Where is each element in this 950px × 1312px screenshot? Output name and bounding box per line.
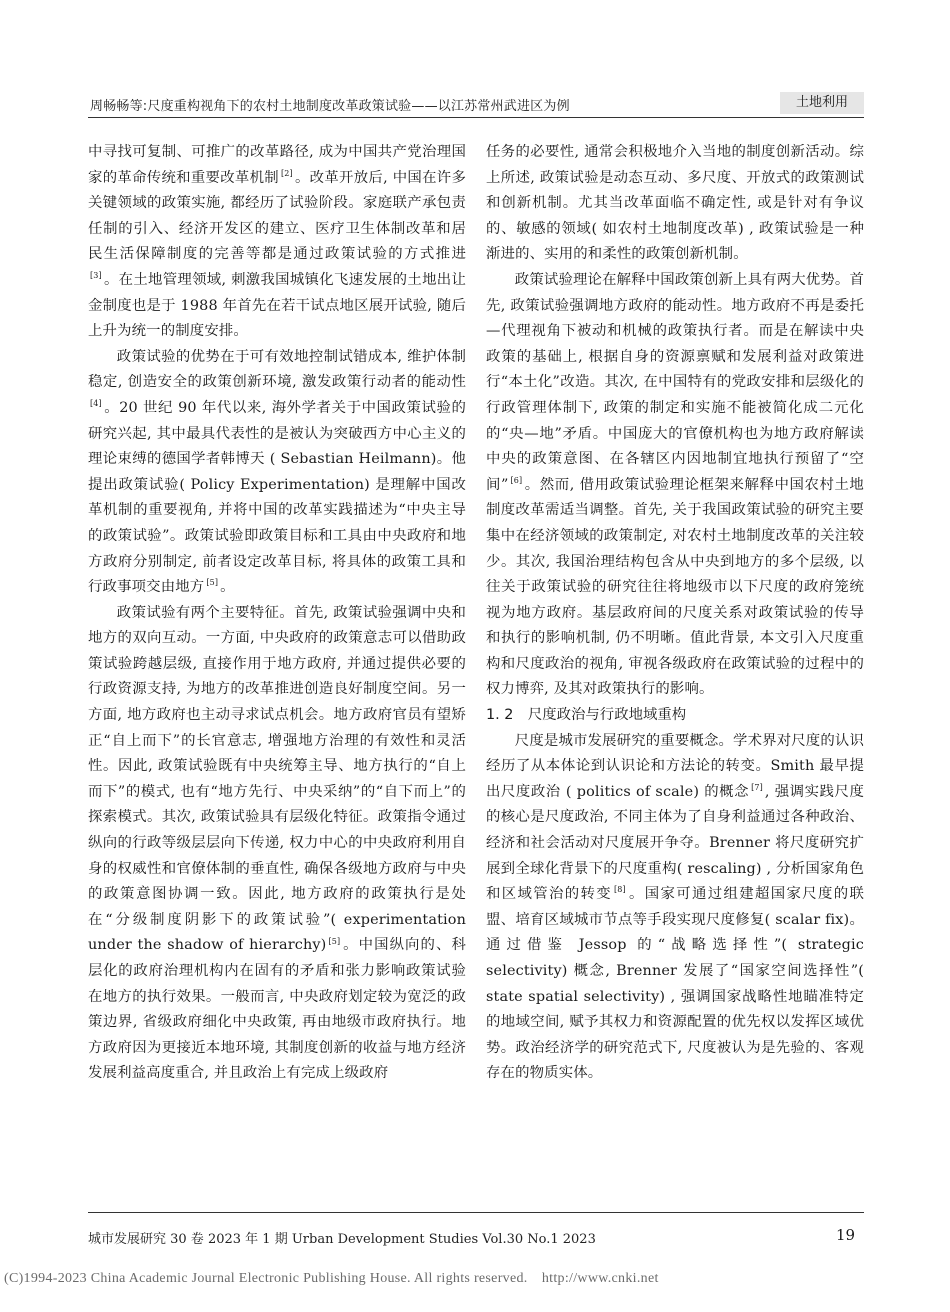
running-header: [88, 92, 864, 120]
citation[interactable]: [3]: [90, 271, 102, 281]
page-number: 19: [836, 1226, 856, 1244]
header-title: 周畅畅等:尺度重构视角下的农村土地制度改革政策试验——以江苏常州武进区为例: [90, 99, 570, 114]
right-column: [486, 140, 864, 1087]
citation[interactable]: [5]: [206, 578, 219, 588]
citation[interactable]: [6]: [510, 475, 523, 485]
paragraph: 政策试验的优势在于可有效地控制试错成本, 维护体制稳定, 创造安全的政策创新环境, 激发政策行动者的能动性[4] 。20 世纪 90 年代以来, 海外学者关于中国政策试验的研究兴起, 其中最具代表性的是被认为突破西方中心主义的理论束缚的德国学者韩博天 ( Sebastian Heilmann)。他提出政策试验( Policy Experimentation) 是理解中国改革机制的重要视角, 并将中国的改革实践描述为“中央主导的政策试验”。政策试验即政策目标和工具由中央政府和地方政府分别制定, 前者设定改革目标, 将具体的政策工具和行政事项交由地方 [5] 。: [88, 348, 466, 596]
journal-info: 城市发展研究 30 卷 2023 年 1 期 Urban Development Studies Vol.30 No.1 2023: [88, 1232, 596, 1247]
section-label: 土地利用: [780, 92, 864, 114]
left-column: [88, 140, 466, 1087]
citation[interactable]: [4]: [90, 399, 102, 409]
paragraph: 尺度是城市发展研究的重要概念。学术界对尺度的认识经历了从本体论到认识论和方法论的转变。Smith 最早提出尺度政治 ( politics of scale) 的概念 [7] , 强调实践尺度的核心是尺度政治, 不同主体为了自身利益通过各种政治、经济和社会活动对尺度展开争夺。Brenner 将尺度研究扩展到全球化背景下的尺度重构( rescaling) , 分析国家角色和区域管治的转变 [8] 。国家可通过组建超国家尺度的联盟、培育区域城市节点等手段实现尺度修复( scalar fix)。通过借鉴 Jessop 的“战略选择性”( strategic selectivity) 概念, Brenner 发展了“国家空间选择性”( state spatial selectivity) , 强调国家战略性地瞄准特定的地域空间, 赋予其权力和资源配置的优先权以发挥区域优势。政治经济学的研究范式下, 尺度被认为是先验的、客观存在的物质实体。: [486, 732, 864, 1082]
header-rule: [88, 117, 864, 118]
footer-rule: [88, 1212, 864, 1213]
citation[interactable]: [8]: [613, 885, 626, 895]
paragraph: 任务的必要性, 通常会积极地介入当地的制度创新活动。综上所述, 政策试验是动态互动、多尺度、开放式的政策测试和创新机制。尤其当改革面临不确定性, 或是针对有争议的、敏感的领域( 如农村土地制度改革) , 政策试验是一种渐进的、实用的和柔性的政策创新机制。: [486, 144, 864, 263]
citation[interactable]: [7]: [751, 783, 763, 793]
citation[interactable]: [2]: [281, 168, 293, 178]
paragraph: 政策试验理论在解释中国政策创新上具有两大优势。首先, 政策试验强调地方政府的能动性。地方政府不再是委托—代理视角下被动和机械的政策执行者。而是在解读中央政策的基础上, 根据自身的资源禀赋和发展利益对政策进行“本土化”改造。其次, 在中国特有的党政安排和层级化的行政管理体制下, 政策的制定和实施不能被简化成二元化的“央—地”矛盾。中国庞大的官僚机构也为地方政府解读中央的政策意图、在各辖区内因地制宜地执行预留了“空间” [6] 。然而, 借用政策试验理论框架来解释中国农村土地制度改革需适当调整。首先, 关于我国政策试验的研究主要集中在经济领域的政策制定, 对农村土地制度改革的关注较少。其次, 我国治理结构包含从中央到地方的多个层级, 以往关于政策试验的研究往往将地级市以下尺度的政府笼统视为地方政府。基层政府间的尺度关系对政策试验的传导和执行的影响机制, 仍不明晰。值此背景, 本文引入尺度重构和尺度政治的视角, 审视各级政府在政策试验的过程中的权力博弈, 及其对政策执行的影响。: [486, 271, 864, 698]
section-heading: 1. 2 尺度政治与行政地域重构: [486, 707, 687, 724]
citation[interactable]: [5]: [328, 936, 341, 946]
paragraph: 中寻找可复制、可推广的改革路径, 成为中国共产党治理国家的革命传统和重要改革机制 [2] 。改革开放后, 中国在许多关键领域的政策实施, 都经历了试验阶段。家庭联产承包责任制的引入、经济开发区的建立、医疗卫生体制改革和居民生活保障制度的完善等都是通过政策试验的方式推进[3] 。在土地管理领域, 刺激我国城镇化飞速发展的土地出让金制度也是于 1988 年首先在若干试点地区展开试验, 随后上升为统一的制度安排。: [88, 144, 467, 340]
paragraph: 政策试验有两个主要特征。首先, 政策试验强调中央和地方的双向互动。一方面, 中央政府的政策意志可以借助政策试验跨越层级, 直接作用于地方政府, 并通过提供必要的行政资源支持, 为地方的改革推进创造良好制度空间。另一方面, 地方政府也主动寻求试点机会。地方政府官员有望矫正“自上而下”的长官意志, 增强地方治理的有效性和灵活性。因此, 政策试验既有中央统筹主导、地方执行的“自上而下”的模式, 也有“地方先行、中央采纳”的“自下而上”的探索模式。其次, 政策试验具有层级化特征。政策指令通过纵向的行政等级层层向下传递, 权力中心的中央政府利用自身的权威性和官僚体制的垂直性, 确保各级地方政府与中央的政策意图协调一致。因此, 地方政府的政策执行是处在“分级制度阴影下的政策试验”( experimentation under the shadow of hierarchy) [5] 。中国纵向的、科层化的政府治理机构内在固有的矛盾和张力影响政策试验在地方的执行效果。一般而言, 中央政府划定较为宽泛的政策边界, 省级政府细化中央政策, 再由地级市政府执行。地方政府因为更接近本地环境, 其制度创新的收益与地方经济发展利益高度重合, 并且政治上有完成上级政府: [88, 604, 466, 1082]
copyright-notice: (C)1994-2023 China Academic Journal Electronic Publishing House. All rights reserved. http://www.cnki.net: [4, 1271, 659, 1286]
